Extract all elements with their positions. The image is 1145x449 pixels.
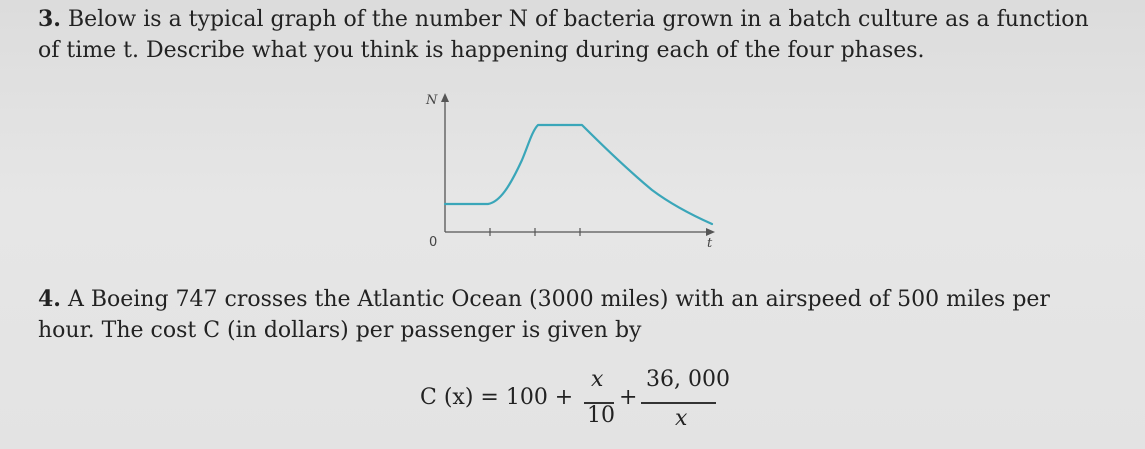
fraction-1-denominator: 10 [587,403,615,428]
formula-lhs: C (x) = 100 + [420,385,574,410]
fraction-2-bar [641,402,716,404]
problem-4-line-1 [38,284,1050,315]
x-axis-label: t [707,236,713,251]
problem-3-text-line-2: of time t. Describe what you think is happening during each of the four phases. [38,38,925,63]
fraction-2-numerator: 36, 000 [646,367,730,392]
origin-label: 0 [429,235,438,250]
problem-3-text-line-1: Below is a typical graph of the number N of bacteria grown in a batch culture as a function [60,7,1089,32]
problem-4-text-line-2: hour. The cost C (in dollars) per passenger is given by [38,318,642,343]
x-axis-arrow [706,228,715,236]
problem-3-number: 3. [38,6,61,32]
problem-3-line-1 [38,4,1089,35]
fraction-1-numerator: x [591,367,604,392]
y-axis-label: N [426,93,438,108]
problem-4-text-line-1: A Boeing 747 crosses the Atlantic Ocean (3000 miles) with an airspeed of 500 miles per [60,287,1050,312]
fraction-2-denominator: x [675,406,688,431]
formula-plus: + [619,385,638,410]
growth-curve [445,125,712,224]
problem-4-number: 4. [38,286,61,312]
y-axis-arrow [441,93,449,102]
